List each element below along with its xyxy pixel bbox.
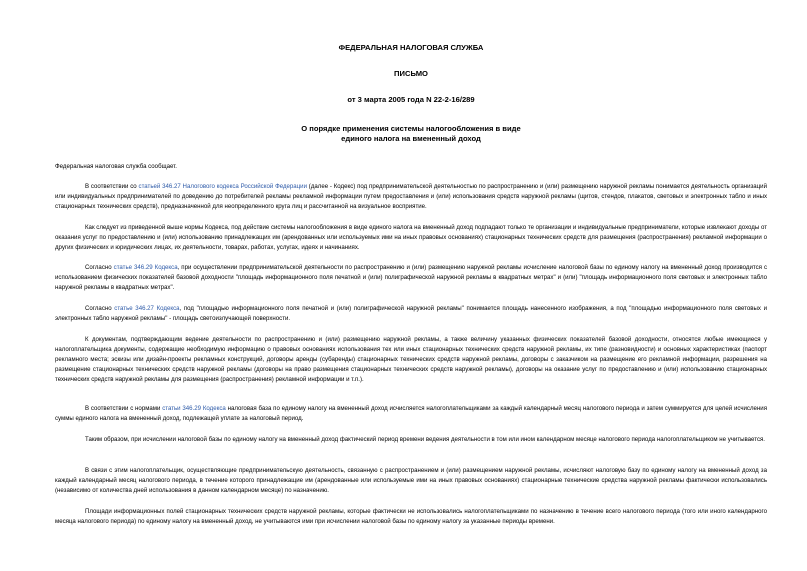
paragraph-2 — [55, 223, 767, 253]
paragraph-3-text: , при осуществлении предпринимательской деятельности по распространению и (или) размещению наружной рекламы исчисление налоговой базы по единому налогу на вмененный доход производится с использованием физических показателей базовой доходности "площадь информационного поля печатной и (или) полиграфической наружной рекламы в квадратных метрах" и (или) "площадь информационного поля световых и электронных табло наружной рекламы в квадратных метрах". — [55, 264, 767, 291]
link-article-346-29-code[interactable]: статье 346.29 Кодекса — [113, 264, 178, 271]
intro-text: Федеральная налоговая служба сообщает. — [55, 163, 177, 170]
paragraph-9 — [55, 507, 767, 527]
paragraph-5 — [55, 335, 767, 385]
subject-line-1: О порядке применения системы налогообложения в виде — [301, 124, 521, 133]
document-type: ПИСЬМО — [394, 69, 428, 78]
paragraph-1-lead: В соответствии со — [85, 183, 139, 190]
subject-line-2: единого налога на вмененный доход — [341, 134, 481, 143]
paragraph-4-lead: Согласно — [85, 305, 115, 312]
link-article-346-27-code[interactable]: статье 346.27 Кодекса — [114, 305, 180, 312]
link-article-346-29-code-2[interactable]: статьи 346.29 Кодекса — [162, 405, 226, 412]
paragraph-2-text: Как следует из приведенной выше нормы Кодекса, под действие системы налогообложения в виде единого налога на вмененный доход подпадают только те организации и индивидуальные предприниматели, которые извлекают доходы от оказания услуг по предоставлению и (или) использованию принадлежащих им (арендованных или используемых ими на иных правовых основаниях) стационарных технических средств для размещения (распространения) рекламной информации о других физических и юридических лицах, их деятельности, товарах, работах, услугах, идеях и начинаниях. — [55, 224, 767, 251]
agency-title: ФЕДЕРАЛЬНАЯ НАЛОГОВАЯ СЛУЖБА — [338, 43, 484, 52]
paragraph-3-lead: Согласно — [85, 264, 114, 271]
paragraph-5-text: К документам, подтверждающим ведение деятельности по распространению и (или) размещению наружной рекламы, а также величину указанных физических показателей базовой доходности, относятся любые имеющиеся у налогоплательщика документы, содержащие необходимую информацию о правовых основаниях использования тех или иных стационарных технических средств наружной рекламы, их типе (разновидности) и основных характеристиках (паспорт рекламного места; эскизы или дизайн-проекты рекламных конструкций, договоры аренды (субаренды) стационарных технических средств наружной рекламы, договоры с заказчиком на размещение его рекламной информации, разрешения на размещение стационарных технических средств наружной рекламы (договоры на право размещения стационарных технических средств наружной рекламы), договоры на оказание услуг по предоставлению и (или) использованию стационарных технических средств наружной рекламы для размещения (распространения) рекламной информации и т.п.). — [55, 336, 767, 383]
intro-paragraph — [55, 162, 767, 172]
paragraph-7 — [55, 435, 767, 445]
paragraph-1-text: (далее - Кодекс) под предпринимательской деятельностью по распространению и (или) размещению наружной рекламы понимается деятельность организаций или индивидуальных предпринимателей по доведению до потребителей рекламы рекламной информации путем предоставления и (или) использования средств наружной рекламы (щитов, стендов, плакатов, световых и электронных табло и иных стационарных технических средств), предназначенной для неопределенного круга лиц и рассчитанной на визуальное восприятие. — [55, 183, 767, 210]
paragraph-8-text: В связи с этим налогоплательщик, осуществляющие предпринимательскую деятельность, связанную с распространением и (или) размещением наружной рекламы, исчисляют налоговую базу по единому налогу на вмененный доход за каждый календарный месяц налогового периода, в течение которого принадлежащие им (арендованные или используемые ими на иных правовых основаниях) стационарные технические средства наружной рекламы фактически использовались (независимо от количества дней использования в данном календарном месяце) по назначению. — [55, 467, 767, 494]
paragraph-4-text: , под "площадью информационного поля печатной и (или) полиграфической наружной рекламы" понимается площадь нанесенного изображения, а под "площадью информационного поля световых и электронных табло наружной рекламы" - площадь светоизлучающей поверхности. — [55, 305, 767, 322]
paragraph-8 — [55, 466, 767, 496]
paragraph-6 — [55, 404, 767, 424]
paragraph-6-lead: В соответствии с нормами — [85, 405, 163, 412]
paragraph-3 — [55, 263, 767, 293]
paragraph-1 — [55, 182, 767, 212]
paragraph-6-text: налоговая база по единому налогу на вмененный доход исчисляется налогоплательщиками за каждый календарный месяц налогового периода и затем суммируется для целей исчисления суммы единого налога на вмененный доход, подлежащей уплате за налоговый период. — [55, 405, 767, 422]
link-article-346-27-tax-code[interactable]: статьей 346.27 Налогового кодекса Российской Федерации — [138, 183, 307, 190]
paragraph-4 — [55, 304, 767, 324]
paragraph-7-text: Таким образом, при исчислении налоговой базы по единому налогу на вмененный доход фактический период времени ведения деятельности в том или ином календарном месяце налогового периода налогоплательщиком не учитывается. — [85, 436, 765, 443]
document-date: от 3 марта 2005 года N 22-2-16/289 — [347, 95, 475, 104]
paragraph-9-text: Площади информационных полей стационарных технических средств наружной рекламы, которые фактически не использовались налогоплательщиками по назначению в течение всего налогового периода (того или иного календарного месяца налогового периода) по единому налогу на вмененный доход, не учитываются ими при исчислении налоговой базы по единому налогу за указанные периоды времени. — [55, 508, 767, 525]
